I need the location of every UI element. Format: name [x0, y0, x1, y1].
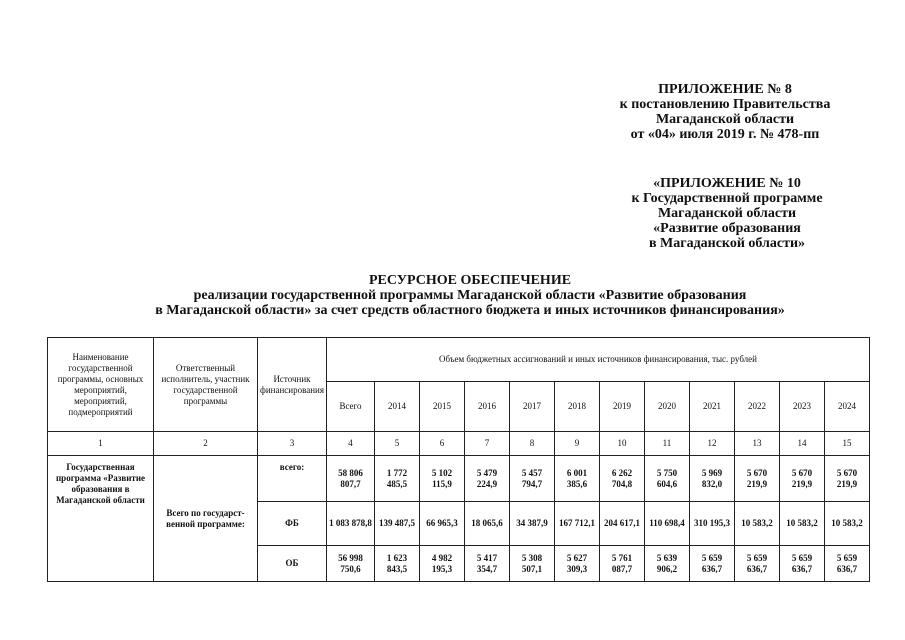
- column-number: 4: [326, 432, 374, 456]
- value-cell: 5 627 309,3: [554, 546, 599, 582]
- header-year: 2023: [779, 382, 824, 432]
- column-number: 7: [464, 432, 509, 456]
- header-year: 2016: [464, 382, 509, 432]
- value-cell: 167 712,1: [554, 502, 599, 546]
- value-cell: 4 982 195,3: [419, 546, 464, 582]
- column-number: 6: [419, 432, 464, 456]
- column-number: 14: [779, 432, 824, 456]
- value-cell: 10 583,2: [824, 502, 869, 546]
- value-cell: 34 387,9: [509, 502, 554, 546]
- value-cell: 310 195,3: [689, 502, 734, 546]
- header-year: 2014: [374, 382, 419, 432]
- header-year: 2015: [419, 382, 464, 432]
- column-number: 12: [689, 432, 734, 456]
- header-source: Источник финансирования: [258, 338, 327, 432]
- value-cell: 58 806 807,7: [326, 456, 374, 502]
- appendix-8-line-3: Магаданской области: [655, 112, 795, 127]
- header-name: Наименование государственной программы, основных мероприятий, мероприятий, подмероприятий: [48, 338, 154, 432]
- appendix-10-line-2: к Государственной программе: [631, 191, 823, 206]
- value-cell: 5 639 906,2: [644, 546, 689, 582]
- source-cell: ОБ: [258, 546, 327, 582]
- value-cell: 5 659 636,7: [779, 546, 824, 582]
- column-number: 3: [258, 432, 327, 456]
- value-cell: 10 583,2: [779, 502, 824, 546]
- column-number: 1: [48, 432, 154, 456]
- value-cell: 1 772 485,5: [374, 456, 419, 502]
- column-number: 8: [509, 432, 554, 456]
- source-cell: всего:: [258, 456, 327, 502]
- value-cell: 5 659 636,7: [689, 546, 734, 582]
- appendix-8-date: от «04» июля 2019 г. № 478-пп: [630, 127, 820, 142]
- appendix-8-line-2: к постановлению Правительства: [619, 97, 831, 112]
- column-number: 13: [734, 432, 779, 456]
- title-line-3: в Магаданской области» за счет средств областного бюджета и иных источников финансирования»: [155, 303, 785, 318]
- header-year: 2019: [599, 382, 644, 432]
- value-cell: 5 761 087,7: [599, 546, 644, 582]
- value-cell: 5 102 115,9: [419, 456, 464, 502]
- appendix-10-line-5: в Магаданской области»: [648, 236, 806, 251]
- appendix-10-line-3: Магаданской области: [657, 206, 797, 221]
- column-number: 15: [824, 432, 869, 456]
- appendix-8-header: [600, 82, 850, 142]
- value-cell: 6 262 704,8: [599, 456, 644, 502]
- document-title: [90, 273, 850, 318]
- title-line-2: реализации государственной программы Магаданской области «Развитие образования: [193, 288, 747, 303]
- column-number: 11: [644, 432, 689, 456]
- value-cell: 56 998 750,6: [326, 546, 374, 582]
- value-cell: 5 659 636,7: [824, 546, 869, 582]
- value-cell: 66 965,3: [419, 502, 464, 546]
- program-name: Государственная программа «Развитие образования в Магаданской области: [48, 456, 154, 582]
- column-number: 5: [374, 432, 419, 456]
- header-volume: Объем бюджетных ассигнований и иных источников финансирования, тыс. рублей: [326, 338, 869, 382]
- table-row: [48, 456, 870, 502]
- value-cell: 1 623 843,5: [374, 546, 419, 582]
- value-cell: 5 479 224,9: [464, 456, 509, 502]
- appendix-10-header: [612, 176, 842, 251]
- value-cell: 5 670 219,9: [779, 456, 824, 502]
- title-line-1: РЕСУРСНОЕ ОБЕСПЕЧЕНИЕ: [368, 273, 572, 288]
- header-year: 2017: [509, 382, 554, 432]
- value-cell: 5 308 507,1: [509, 546, 554, 582]
- header-year: 2021: [689, 382, 734, 432]
- column-number: 2: [154, 432, 258, 456]
- value-cell: 5 457 794,7: [509, 456, 554, 502]
- value-cell: 5 659 636,7: [734, 546, 779, 582]
- value-cell: 5 670 219,9: [734, 456, 779, 502]
- value-cell: 5 969 832,0: [689, 456, 734, 502]
- source-cell: ФБ: [258, 502, 327, 546]
- value-cell: 5 670 219,9: [824, 456, 869, 502]
- header-total: Всего: [326, 382, 374, 432]
- value-cell: 5 417 354,7: [464, 546, 509, 582]
- resource-table: [47, 337, 870, 582]
- value-cell: 18 065,6: [464, 502, 509, 546]
- value-cell: 6 001 385,6: [554, 456, 599, 502]
- value-cell: 139 487,5: [374, 502, 419, 546]
- executor-cell: Всего по государст-венной программе:: [154, 456, 258, 582]
- header-year: 2024: [824, 382, 869, 432]
- value-cell: 5 750 604,6: [644, 456, 689, 502]
- header-executor: Ответственный исполнитель, участник государственной программы: [154, 338, 258, 432]
- appendix-10-line-4: «Развитие образования: [653, 221, 801, 236]
- appendix-8-title: ПРИЛОЖЕНИЕ № 8: [658, 82, 792, 97]
- value-cell: 1 083 878,8: [326, 502, 374, 546]
- column-number: 9: [554, 432, 599, 456]
- value-cell: 204 617,1: [599, 502, 644, 546]
- header-year: 2022: [734, 382, 779, 432]
- header-year: 2020: [644, 382, 689, 432]
- column-number: 10: [599, 432, 644, 456]
- header-year: 2018: [554, 382, 599, 432]
- appendix-10-title: «ПРИЛОЖЕНИЕ № 10: [653, 176, 801, 191]
- value-cell: 110 698,4: [644, 502, 689, 546]
- value-cell: 10 583,2: [734, 502, 779, 546]
